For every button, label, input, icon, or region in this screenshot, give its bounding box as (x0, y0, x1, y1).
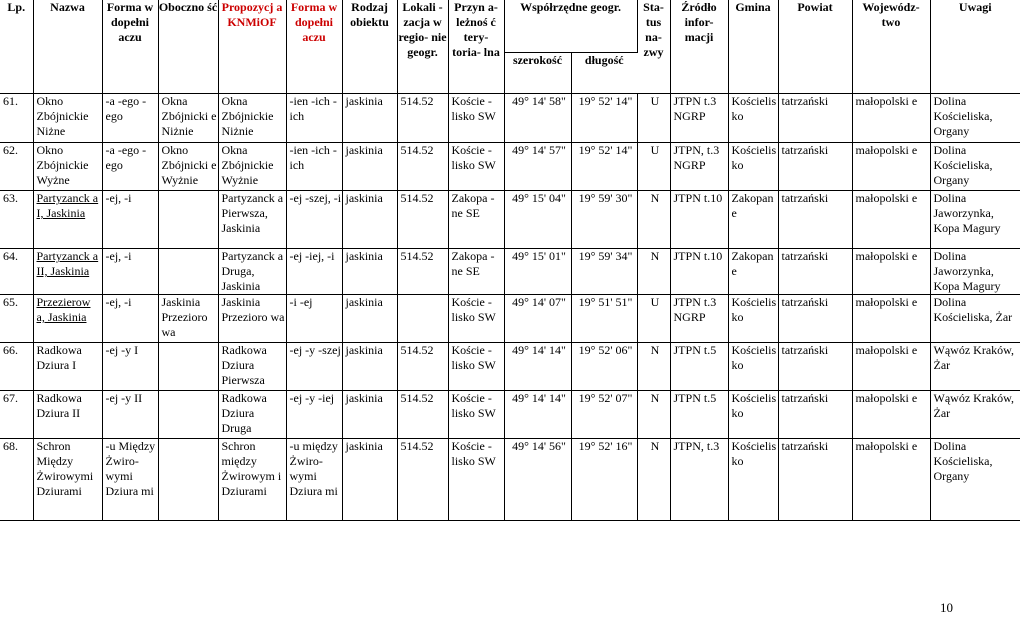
row-rodzaj: jaskinia (342, 94, 397, 143)
row-obocznosc (158, 191, 218, 249)
row-wojewodztwo: małopolski e (852, 295, 930, 343)
header-lp: Lp. (0, 0, 33, 94)
row-powiat: tatrzański (778, 439, 852, 521)
row-powiat: tatrzański (778, 191, 852, 249)
row-gmina: Kościelis ko (728, 439, 778, 521)
row-zrodlo: JTPN t.10 (670, 249, 728, 295)
row-lokalizacja: 514.52 (397, 143, 448, 191)
row-powiat: tatrzański (778, 391, 852, 439)
row-szerokosc: 49° 14' 57" (504, 143, 571, 191)
row-zrodlo: JTPN t.5 (670, 391, 728, 439)
page-number: 10 (940, 600, 953, 615)
row-nazwa: Partyzanck a II, Jaskinia (33, 249, 102, 295)
row-przynaleznosc: Koście -lisko SW (448, 343, 504, 391)
row-lp: 61. (0, 94, 33, 143)
header-zrodlo: Źródło infor- macji (670, 0, 728, 94)
row-rodzaj: jaskinia (342, 439, 397, 521)
row-przynaleznosc: Zakopa -ne SE (448, 249, 504, 295)
row-status: N (637, 343, 670, 391)
table-row (0, 391, 1020, 439)
row-lp: 66. (0, 343, 33, 391)
table-row (0, 143, 1020, 191)
row-przynaleznosc: Zakopa -ne SE (448, 191, 504, 249)
table-body (0, 94, 1020, 521)
row-propozycja: Radkowa Dziura Druga (218, 391, 286, 439)
row-wojewodztwo: małopolski e (852, 343, 930, 391)
row-powiat: tatrzański (778, 143, 852, 191)
row-dlugosc: 19° 52' 14" (571, 143, 637, 191)
row-przynaleznosc: Koście -lisko SW (448, 143, 504, 191)
row-forma-2: -ej -y -szej (286, 343, 342, 391)
row-powiat: tatrzański (778, 94, 852, 143)
row-lp: 62. (0, 143, 33, 191)
table-row (0, 249, 1020, 295)
row-rodzaj: jaskinia (342, 143, 397, 191)
row-lokalizacja: 514.52 (397, 249, 448, 295)
row-szerokosc: 49° 15' 01" (504, 249, 571, 295)
row-obocznosc: Jaskinia Przezioro wa (158, 295, 218, 343)
table-row (0, 343, 1020, 391)
row-obocznosc (158, 249, 218, 295)
row-forma-2: -u między Żwiro- wymi Dziura mi (286, 439, 342, 521)
header-propozycja: Propozycj a KNMiOF (218, 0, 286, 94)
row-szerokosc: 49° 15' 04" (504, 191, 571, 249)
row-forma: -ej, -i (102, 295, 158, 343)
row-lp: 64. (0, 249, 33, 295)
row-przynaleznosc: Koście -lisko SW (448, 94, 504, 143)
row-nazwa: Okno Zbójnickie Wyżne (33, 143, 102, 191)
row-uwagi: Dolina Kościeliska, Organy (930, 143, 1020, 191)
row-lokalizacja: 514.52 (397, 94, 448, 143)
row-forma: -a -ego -ego (102, 94, 158, 143)
row-powiat: tatrzański (778, 343, 852, 391)
header-szerokosc: szerokość (504, 52, 571, 93)
row-forma: -u Między Żwiro- wymi Dziura mi (102, 439, 158, 521)
header-forma-2: Forma w dopełni aczu (286, 0, 342, 94)
row-status: N (637, 191, 670, 249)
row-forma-2: -ien -ich -ich (286, 94, 342, 143)
row-nazwa: Schron Między Żwirowymi Dziurami (33, 439, 102, 521)
row-zrodlo: JTPN t.5 (670, 343, 728, 391)
header-nazwa: Nazwa (33, 0, 102, 94)
row-forma-2: -ej -szej, -i (286, 191, 342, 249)
header-wojewodztwo: Wojewódz- two (852, 0, 930, 94)
row-uwagi: Dolina Kościeliska, Żar (930, 295, 1020, 343)
row-nazwa: Okno Zbójnickie Niżne (33, 94, 102, 143)
row-obocznosc: Okna Zbójnicki e Niżnie (158, 94, 218, 143)
row-propozycja: Radkowa Dziura Pierwsza (218, 343, 286, 391)
header-rodzaj: Rodzaj obiektu (342, 0, 397, 94)
row-lp: 63. (0, 191, 33, 249)
header-dlugosc: długość (571, 52, 637, 93)
row-nazwa: Radkowa Dziura I (33, 343, 102, 391)
row-szerokosc: 49° 14' 58" (504, 94, 571, 143)
header-uwagi: Uwagi (930, 0, 1020, 94)
row-obocznosc (158, 391, 218, 439)
row-forma-2: -ej -y -iej (286, 391, 342, 439)
row-forma-2: -i -ej (286, 295, 342, 343)
row-nazwa: Przezierow a, Jaskinia (33, 295, 102, 343)
row-lp: 65. (0, 295, 33, 343)
row-gmina: Kościelis ko (728, 143, 778, 191)
row-obocznosc (158, 439, 218, 521)
row-wojewodztwo: małopolski e (852, 94, 930, 143)
row-lp: 68. (0, 439, 33, 521)
row-wojewodztwo: małopolski e (852, 249, 930, 295)
row-zrodlo: JTPN t.10 (670, 191, 728, 249)
row-gmina: Zakopan e (728, 191, 778, 249)
row-rodzaj: jaskinia (342, 249, 397, 295)
row-forma-2: -ien -ich -ich (286, 143, 342, 191)
row-nazwa: Radkowa Dziura II (33, 391, 102, 439)
row-propozycja: Partyzanck a Pierwsza, Jaskinia (218, 191, 286, 249)
row-nazwa: Partyzanck a I, Jaskinia (33, 191, 102, 249)
row-zrodlo: JTPN, t.3 (670, 439, 728, 521)
header-gmina: Gmina (728, 0, 778, 94)
row-status: U (637, 295, 670, 343)
row-przynaleznosc: Koście -lisko SW (448, 391, 504, 439)
row-propozycja: Schron między Żwirowym i Dziurami (218, 439, 286, 521)
row-powiat: tatrzański (778, 295, 852, 343)
row-gmina: Kościelis ko (728, 94, 778, 143)
row-status: N (637, 249, 670, 295)
row-powiat: tatrzański (778, 249, 852, 295)
row-gmina: Kościelis ko (728, 295, 778, 343)
row-rodzaj: jaskinia (342, 295, 397, 343)
header-obocznosc: Oboczno ść (158, 0, 218, 94)
row-szerokosc: 49° 14' 07" (504, 295, 571, 343)
row-forma: -ej, -i (102, 191, 158, 249)
row-forma: -a -ego -ego (102, 143, 158, 191)
row-dlugosc: 19° 52' 07" (571, 391, 637, 439)
row-forma: -ej, -i (102, 249, 158, 295)
row-forma-2: -ej -iej, -i (286, 249, 342, 295)
table-row (0, 295, 1020, 343)
row-dlugosc: 19° 52' 16" (571, 439, 637, 521)
row-propozycja: Okna Zbójnickie Wyżnie (218, 143, 286, 191)
row-propozycja: Okna Zbójnickie Niżnie (218, 94, 286, 143)
table-row (0, 191, 1020, 249)
row-status: N (637, 439, 670, 521)
row-forma: -ej -y II (102, 391, 158, 439)
row-dlugosc: 19° 51' 51" (571, 295, 637, 343)
row-przynaleznosc: Koście -lisko SW (448, 295, 504, 343)
row-uwagi: Dolina Jaworzynka, Kopa Magury (930, 249, 1020, 295)
row-rodzaj: jaskinia (342, 191, 397, 249)
row-wojewodztwo: małopolski e (852, 439, 930, 521)
header-przynaleznosc: Przyn a- leżnoś ć tery- toria- lna (448, 0, 504, 94)
row-propozycja: Partyzanck a Druga, Jaskinia (218, 249, 286, 295)
header-wspolrzedne: Współrzędne geogr. (504, 0, 637, 52)
row-gmina: Zakopan e (728, 249, 778, 295)
row-wojewodztwo: małopolski e (852, 143, 930, 191)
header-forma: Forma w dopełni aczu (102, 0, 158, 94)
row-uwagi: Wąwóz Kraków, Żar (930, 343, 1020, 391)
row-uwagi: Dolina Kościeliska, Organy (930, 94, 1020, 143)
row-szerokosc: 49° 14' 56" (504, 439, 571, 521)
header-status: Sta- tus na- zwy (637, 0, 670, 94)
row-status: U (637, 143, 670, 191)
row-dlugosc: 19° 52' 06" (571, 343, 637, 391)
row-gmina: Kościelis ko (728, 343, 778, 391)
row-status: N (637, 391, 670, 439)
header-powiat: Powiat (778, 0, 852, 94)
row-propozycja: Jaskinia Przezioro wa (218, 295, 286, 343)
row-szerokosc: 49° 14' 14" (504, 343, 571, 391)
table-row (0, 94, 1020, 143)
row-gmina: Kościelis ko (728, 391, 778, 439)
row-forma: -ej -y I (102, 343, 158, 391)
row-wojewodztwo: małopolski e (852, 391, 930, 439)
row-zrodlo: JTPN, t.3 NGRP (670, 143, 728, 191)
row-rodzaj: jaskinia (342, 343, 397, 391)
row-lokalizacja: 514.52 (397, 439, 448, 521)
row-przynaleznosc: Koście -lisko SW (448, 439, 504, 521)
row-szerokosc: 49° 14' 14" (504, 391, 571, 439)
row-dlugosc: 19° 52' 14" (571, 94, 637, 143)
row-status: U (637, 94, 670, 143)
row-zrodlo: JTPN t.3 NGRP (670, 94, 728, 143)
row-uwagi: Dolina Kościeliska, Organy (930, 439, 1020, 521)
row-uwagi: Dolina Jaworzynka, Kopa Magury (930, 191, 1020, 249)
row-obocznosc (158, 343, 218, 391)
row-rodzaj: jaskinia (342, 391, 397, 439)
row-obocznosc: Okno Zbójnicki e Wyżnie (158, 143, 218, 191)
row-uwagi: Wąwóz Kraków, Żar (930, 391, 1020, 439)
row-lokalizacja: 514.52 (397, 343, 448, 391)
row-lp: 67. (0, 391, 33, 439)
row-lokalizacja: 514.52 (397, 191, 448, 249)
row-dlugosc: 19° 59' 30" (571, 191, 637, 249)
header-lokalizacja: Lokali - zacja w regio- nie geogr. (397, 0, 448, 94)
row-zrodlo: JTPN t.3 NGRP (670, 295, 728, 343)
row-lokalizacja (397, 295, 448, 343)
row-dlugosc: 19° 59' 34" (571, 249, 637, 295)
row-lokalizacja: 514.52 (397, 391, 448, 439)
table-row (0, 439, 1020, 521)
row-wojewodztwo: małopolski e (852, 191, 930, 249)
